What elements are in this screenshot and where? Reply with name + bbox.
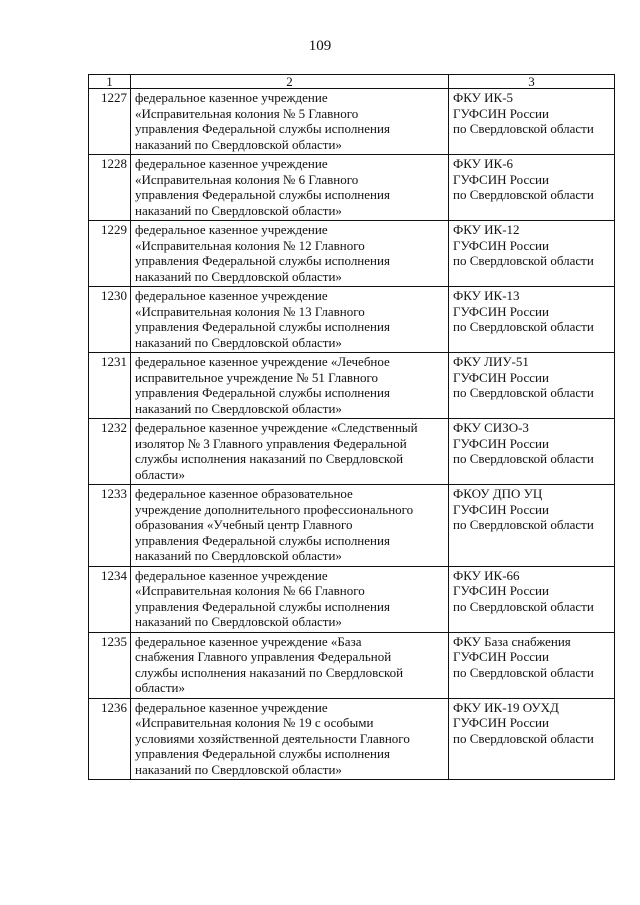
table-header (89, 75, 615, 89)
institution-full-name: федеральное казенное учреждение «Исправительная колония № 66 Главного управления Федеральной службы исполнения наказаний по Свердловской области» (131, 566, 449, 632)
institution-full-name: федеральное казенное учреждение «Исправительная колония № 5 Главного управления Федеральной службы исполнения наказаний по Свердловской области» (131, 89, 449, 155)
institution-short-name: ФКОУ ДПО УЦ ГУФСИН России по Свердловской области (449, 485, 615, 567)
institution-short-name: ФКУ ИК-6 ГУФСИН России по Свердловской области (449, 155, 615, 221)
row-number: 1231 (89, 353, 131, 419)
table-row (89, 353, 615, 419)
table-row (89, 221, 615, 287)
institution-short-name: ФКУ База снабжения ГУФСИН России по Свердловской области (449, 632, 615, 698)
institution-short-name: ФКУ ИК-12 ГУФСИН России по Свердловской области (449, 221, 615, 287)
table-row (89, 89, 615, 155)
institution-full-name: федеральное казенное учреждение «Лечебное исправительное учреждение № 51 Главного управления Федеральной службы исполнения наказаний по Свердловской области» (131, 353, 449, 419)
table-row (89, 566, 615, 632)
row-number: 1233 (89, 485, 131, 567)
institution-short-name: ФКУ ИК-13 ГУФСИН России по Свердловской области (449, 287, 615, 353)
table-row (89, 419, 615, 485)
institution-short-name: ФКУ СИЗО-3 ГУФСИН России по Свердловской области (449, 419, 615, 485)
institution-full-name: федеральное казенное учреждение «Исправительная колония № 12 Главного управления Федеральной службы исполнения наказаний по Свердловской области» (131, 221, 449, 287)
row-number: 1234 (89, 566, 131, 632)
header-col-1: 1 (89, 75, 131, 89)
institution-full-name: федеральное казенное образовательное учреждение дополнительного профессионального образования «Учебный центр Главного управления Федеральной службы исполнения наказаний по Свердловской области» (131, 485, 449, 567)
row-number: 1230 (89, 287, 131, 353)
institution-full-name: федеральное казенное учреждение «Исправительная колония № 6 Главного управления Федеральной службы исполнения наказаний по Свердловской области» (131, 155, 449, 221)
row-number: 1235 (89, 632, 131, 698)
row-number: 1229 (89, 221, 131, 287)
institution-short-name: ФКУ ИК-66 ГУФСИН России по Свердловской области (449, 566, 615, 632)
row-number: 1236 (89, 698, 131, 780)
institution-short-name: ФКУ ЛИУ-51 ГУФСИН России по Свердловской области (449, 353, 615, 419)
table-row (89, 698, 615, 780)
header-col-2: 2 (131, 75, 449, 89)
institution-short-name: ФКУ ИК-19 ОУХД ГУФСИН России по Свердловской области (449, 698, 615, 780)
institution-full-name: федеральное казенное учреждение «База снабжения Главного управления Федеральной службы исполнения наказаний по Свердловской области» (131, 632, 449, 698)
page-number: 109 (308, 38, 332, 54)
table-row (89, 287, 615, 353)
institution-full-name: федеральное казенное учреждение «Исправительная колония № 13 Главного управления Федеральной службы исполнения наказаний по Свердловской области» (131, 287, 449, 353)
institution-short-name: ФКУ ИК-5 ГУФСИН России по Свердловской области (449, 89, 615, 155)
header-row (89, 75, 615, 89)
row-number: 1227 (89, 89, 131, 155)
table-body (89, 89, 615, 780)
table-row (89, 155, 615, 221)
registry-table (88, 74, 615, 780)
table-row (89, 485, 615, 567)
institution-full-name: федеральное казенное учреждение «Следственный изолятор № 3 Главного управления Федеральной службы исполнения наказаний по Свердловской области» (131, 419, 449, 485)
row-number: 1228 (89, 155, 131, 221)
table-row (89, 632, 615, 698)
header-col-3: 3 (449, 75, 615, 89)
institution-full-name: федеральное казенное учреждение «Исправительная колония № 19 с особыми условиями хозяйственной деятельности Главного управления Федеральной службы исполнения наказаний по Свердловской области» (131, 698, 449, 780)
row-number: 1232 (89, 419, 131, 485)
